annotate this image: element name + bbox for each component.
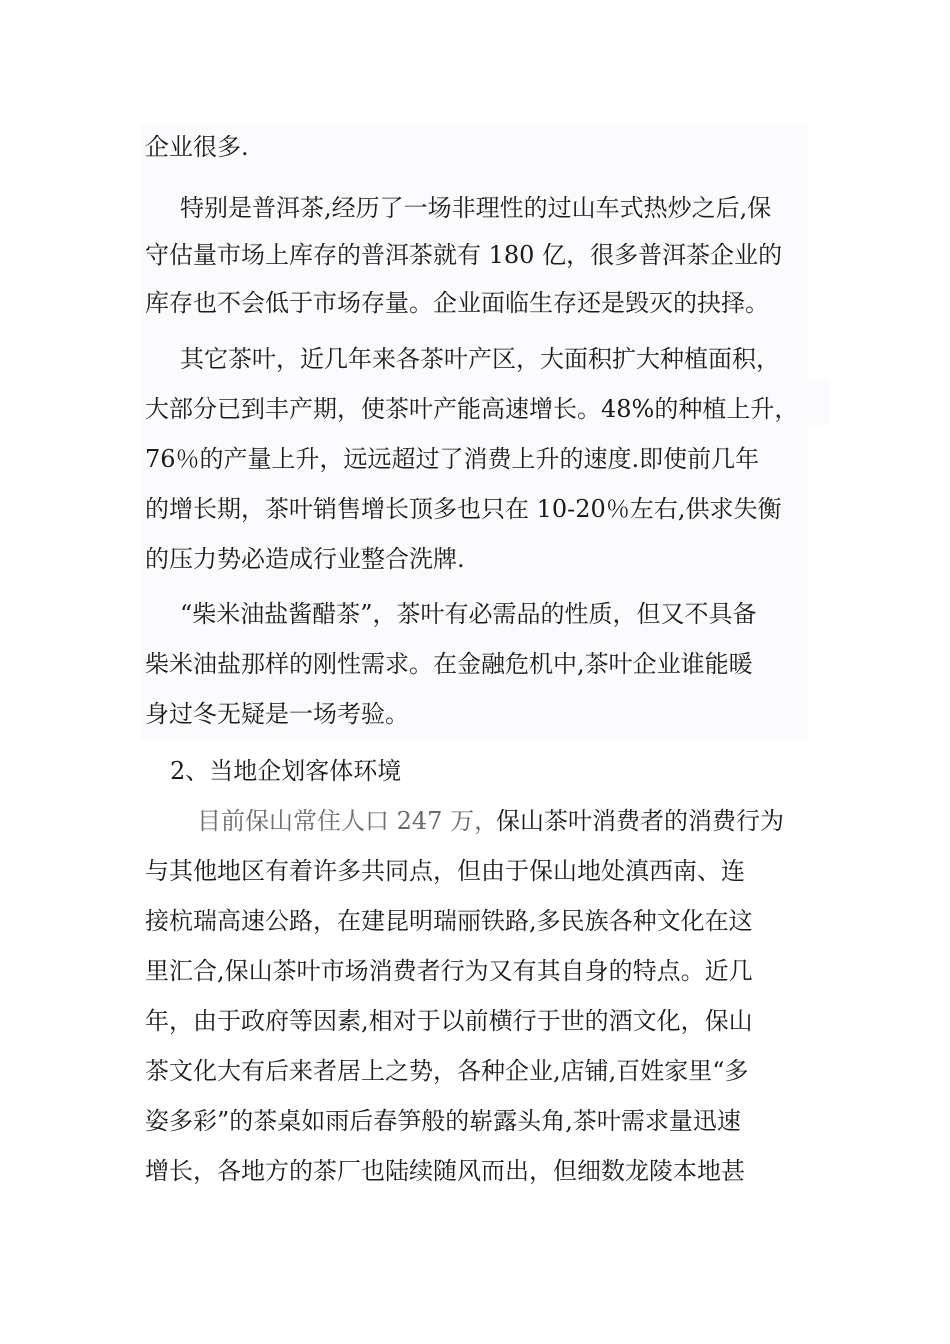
paragraph-line: 接杭瑞高速公路，在建昆明瑞丽铁路,多民族各种文化在这 <box>145 907 753 935</box>
paragraph-line: 身过冬无疑是一场考验。 <box>145 700 409 728</box>
paragraph-line-lead: 目前保山常住人口 247 万， <box>197 807 499 835</box>
paragraph-line: 企业很多. <box>145 133 249 161</box>
paragraph-line: 的增长期，茶叶销售增长顶多也只在 10-20％左右,供求失衡 <box>145 495 782 523</box>
paragraph-line-continuation: 保山茶叶消费者的消费行为 <box>496 807 784 835</box>
paragraph-line: 里汇合,保山茶叶市场消费者行为又有其自身的特点。近几 <box>145 957 753 985</box>
paragraph-line: 其它茶叶，近几年来各茶叶产区，大面积扩大种植面积， <box>180 345 780 373</box>
paragraph-line: 的压力势必造成行业整合洗牌. <box>145 545 465 573</box>
paragraph-line: “柴米油盐酱醋茶”，茶叶有必需品的性质，但又不具备 <box>180 600 757 628</box>
paragraph-line: 库存也不会低于市场存量。企业面临生存还是毁灭的抉择。 <box>145 289 769 317</box>
paragraph-line: 76％的产量上升，远远超过了消费上升的速度.即使前几年 <box>145 445 760 473</box>
section-heading: 2、当地企划客体环境 <box>170 757 402 785</box>
paragraph-line: 柴米油盐那样的刚性需求。在金融危机中,茶叶企业谁能暖 <box>145 650 753 678</box>
paragraph-line: 大部分已到丰产期，使茶叶产能高速增长。48%的种植上升， <box>145 395 799 423</box>
paragraph-line: 与其他地区有着许多共同点，但由于保山地处滇西南、连 <box>145 857 745 885</box>
paragraph-line: 姿多彩”的茶桌如雨后春笋般的崭露头角,茶叶需求量迅速 <box>145 1107 741 1135</box>
paragraph-line: 茶文化大有后来者居上之势，各种企业,店铺,百姓家里“多 <box>145 1057 749 1085</box>
paragraph-line: 守估量市场上库存的普洱茶就有 180 亿，很多普洱茶企业的 <box>145 241 783 269</box>
paragraph-line: 年，由于政府等因素,相对于以前横行于世的酒文化，保山 <box>145 1007 753 1035</box>
paragraph-line: 增长，各地方的茶厂也陆续随风而出，但细数龙陵本地甚 <box>145 1157 745 1185</box>
paragraph-line: 特别是普洱茶,经历了一场非理性的过山车式热炒之后,保 <box>180 194 772 222</box>
